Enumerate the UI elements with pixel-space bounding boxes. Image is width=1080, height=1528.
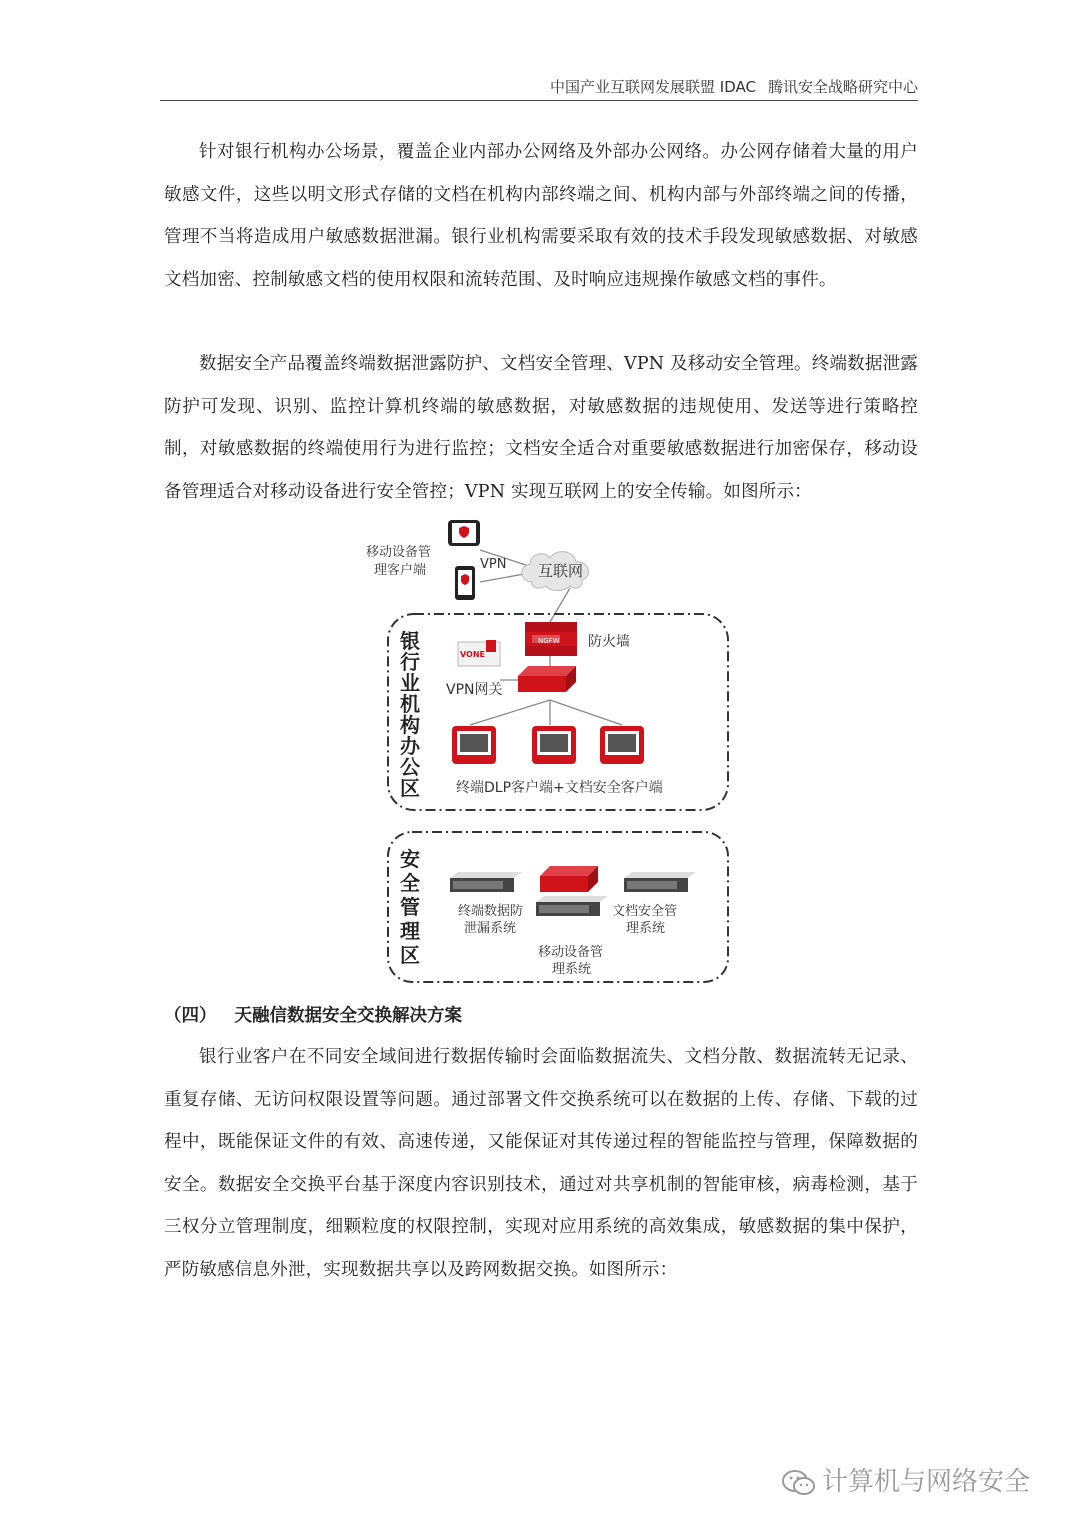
label-dlp-system-1: 终端数据防	[458, 904, 524, 919]
terminal-icon-2	[532, 726, 576, 764]
terminal-icon-1	[452, 726, 496, 764]
label-mdm-system-2: 理系统	[552, 962, 592, 977]
header-org-idac: 中国产业互联网发展联盟 IDAC	[550, 78, 756, 96]
zone-security-title-char: 理	[400, 919, 420, 943]
server-icon-doc	[624, 872, 696, 892]
label-doc-system-2: 理系统	[626, 921, 666, 936]
label-vpn: VPN	[480, 557, 507, 572]
zone-office-title-char: 办	[400, 734, 420, 758]
zone-office-vertical-title	[400, 629, 421, 800]
label-doc-system-1: 文档安全管	[612, 904, 678, 919]
label-firewall: 防火墙	[588, 634, 630, 650]
section-number: （四）	[164, 1006, 217, 1026]
section-heading	[164, 1002, 462, 1027]
label-mdm-system-1: 移动设备管	[538, 945, 604, 960]
phone-icon	[455, 566, 475, 600]
server-icon-mdm	[536, 896, 608, 916]
zone-office-title-char: 区	[400, 776, 420, 800]
watermark-text: 计算机与网络安全	[822, 1467, 1031, 1497]
tablet-icon	[448, 520, 480, 546]
switch-icon	[518, 666, 576, 692]
label-terminal-clients: 终端DLP客户端+文档安全客户端	[456, 780, 663, 796]
zone-security-title-char: 区	[400, 943, 420, 967]
label-dlp-system-2: 泄漏系统	[464, 921, 517, 936]
zone-office-title-char: 机	[400, 692, 420, 716]
zone-office-title-char: 构	[400, 713, 420, 737]
label-mobile-client-1: 移动设备管	[366, 545, 432, 560]
zone-office-title-char: 行	[400, 650, 420, 674]
page-header	[160, 76, 918, 101]
terminal-icon-3	[600, 726, 644, 764]
label-internet: 互联网	[538, 562, 584, 580]
zone-security-title-char: 全	[400, 871, 420, 895]
network-diagram	[360, 510, 735, 988]
zone-security-title-char: 安	[400, 847, 420, 871]
label-mobile-client-2: 理客户端	[374, 563, 427, 578]
section-title: 天融信数据安全交换解决方案	[234, 1006, 462, 1026]
zone-security-vertical-title	[400, 847, 421, 967]
watermark	[782, 1461, 1030, 1498]
wechat-icon	[782, 1469, 816, 1497]
paragraph-office-scenario: 针对银行机构办公场景，覆盖企业内部办公网络及外部办公网络。办公网存储着大量的用户敏感文件，这些以明文形式存储的文档在机构内部终端之间、机构内部与外部终端之间的传播，管理不当将造成用户敏感数据泄漏。银行业机构需要采取有效的技术手段发现敏感数据、对敏感文档加密、控制敏感文档的使用权限和流转范围、及时响应违规操作敏感文档的事件。	[164, 142, 918, 290]
zone-security-title-char: 管	[400, 895, 420, 919]
zone-office-title-char: 公	[400, 755, 420, 779]
label-vpn-gateway: VPN网关	[446, 682, 503, 698]
label-vone: VONE	[460, 650, 486, 659]
paragraph-data-exchange: 银行业客户在不同安全域间进行数据传输时会面临数据流失、文档分散、数据流转无记录、重复存储、无访问权限设置等问题。通过部署文件交换系统可以在数据的上传、存储、下载的过程中，既能保证文件的有效、高速传递，又能保证对其传递过程的智能监控与管理，保障数据的安全。数据安全交换平台基于深度内容识别技术，通过对共享机制的智能审核，病毒检测，基于三权分立管理制度，细颗粒度的权限控制，实现对应用系统的高效集成，敏感数据的集中保护，严防敏感信息外泄，实现数据共享以及跨网数据交换。如图所示：	[164, 1047, 918, 1280]
zone-office-title-char: 银	[400, 629, 420, 653]
zone-office-title-char: 业	[400, 671, 420, 695]
label-ngfw: NGFW	[538, 637, 560, 645]
switch-icon-security	[540, 866, 598, 892]
server-icon-dlp	[450, 872, 522, 892]
paragraph-data-security-products: 数据安全产品覆盖终端数据泄露防护、文档安全管理、VPN 及移动安全管理。终端数据泄露防护可发现、识别、监控计算机终端的敏感数据，对敏感数据的违规使用、发送等进行策略控制，对敏感数据的终端使用行为进行监控；文档安全适合对重要敏感数据进行加密保存，移动设备管理适合对移动设备进行安全管控；VPN 实现互联网上的安全传输。如图所示：	[164, 354, 918, 502]
header-org-tencent: 腾讯安全战略研究中心	[767, 78, 918, 96]
